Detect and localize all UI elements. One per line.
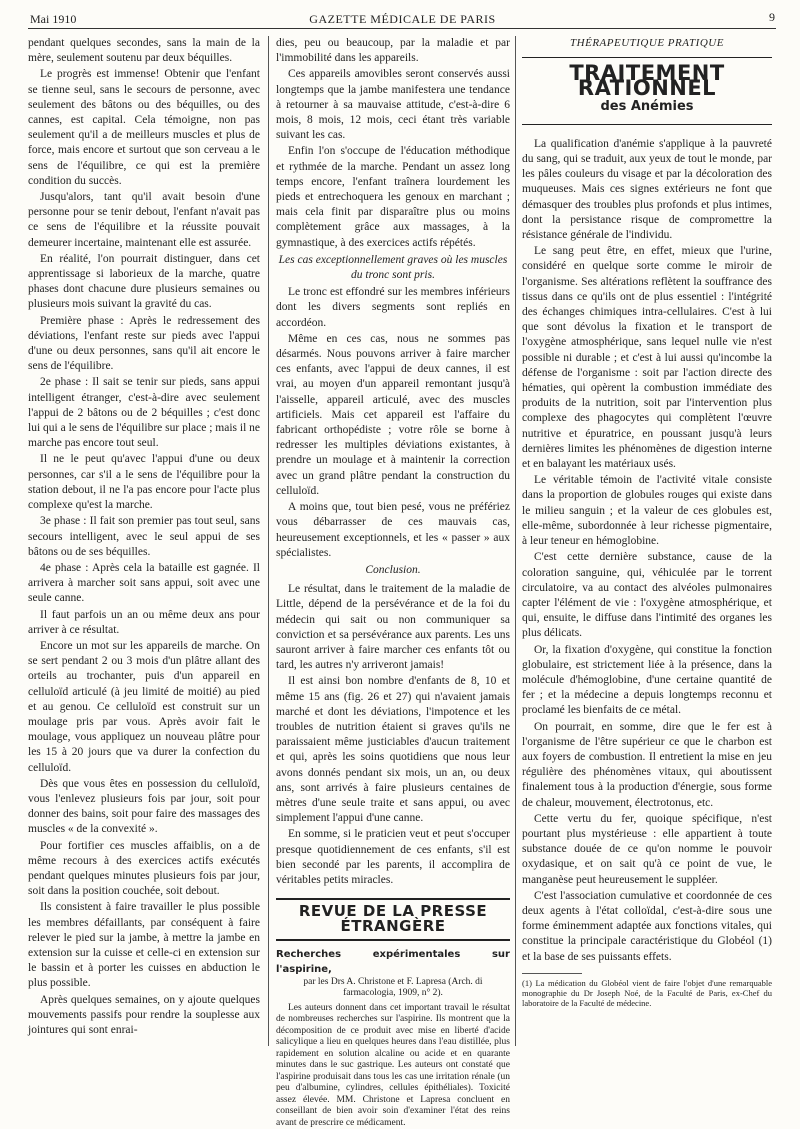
section-banner: REVUE DE LA PRESSE ÉTRANGÈRE [276,898,510,940]
footnote: (1) La médication du Globéol vient de faire l'objet d'une remarquable monographie du Dr Joseph Noé, de la Faculté de Paris, ex-Chef du laboratoire de la Faculté de médecine. [522,977,772,1008]
paragraph: Encore un mot sur les appareils de marche. On se sert pendant 2 ou 3 mois d'un plâtre allant des orteils au trochanter, puis d'un appareil en celluloïd articulé (à jeu limité de moitié) au pied et au genou. Ce celluloïd est construit sur un moulage pris par vous. Après avoir fait le moulage, vous appliquez un nouveau plâtre pour les 15 à 20 jours que va durer la confection du celluloïd. [28,639,260,774]
review-title: Recherches expérimentales sur l'aspirine, [276,948,510,975]
paragraph: C'est cette dernière substance, cause de la coloration sanguine, qui, véhiculée par le torrent circulatoire, va au contact des alvéoles pulmonaires capter l'élément de vie : l'oxygène atmosphérique, et qui, ensuite, le diffuse dans l'intimité des organes les plus délicats. [522,551,772,640]
review-authors: par les Drs A. Christone et F. Lapresa (Arch. di farmacologia, 1909, n° 2). [303,976,483,999]
paragraph: dies, peu ou beaucoup, par la maladie et par l'immobilité dans les appareils. [276,37,510,65]
paragraph: Enfin l'on s'occupe de l'éducation méthodique et rythmée de la marche. Pendant un assez long temps encore, l'enfant traînera lourdement les pieds et entrechoquera les genoux en marchant ; mais cela finit par disparaître plus ou moins complètement grâce aux massages, à la gymnastique, à des exercices actifs répétés. [276,145,510,249]
paragraph: En réalité, l'on pourrait distinguer, dans cet apprentissage si laborieux de la marche, quatre phases dont chacune dure plusieurs semaines ou plusieurs mois suivant la gravité du cas. [28,252,260,311]
column-divider-2 [515,36,516,1046]
paragraph: En somme, si le praticien veut et peut s'occuper presque quotidiennement de ces enfants, s'il est bien secondé par les parents, il accomplira de véritables petits miracles. [276,828,510,886]
paragraph: Il ne le peut qu'avec l'appui d'une ou deux personnes, car s'il a le sens de l'équilibre pour la station debout, il ne l'a pas encore pour l'acte plus complexe qu'est la marche. [28,453,260,512]
paragraph: Première phase : Après le redressement des déviations, l'enfant reste sur pieds avec l'appui d'une ou deux personnes, sans qu'il ait encore le sens de l'équilibre. [28,314,260,373]
paragraph: Ces appareils amovibles seront conservés aussi longtemps que la jambe manifestera une tendance à retourner à sa mauvaise attitude, c'est-à-dire 6 mois, 8 mois, 12 mois, ceci étant très variable suivant les cas. [276,68,510,142]
paragraph: A moins que, tout bien pesé, vous ne préfériez vous débarrasser de ces mauvais cas, heureusement exceptionnels, et les « passer » aux spécialistes. [276,501,510,559]
footnote-rule [522,973,582,974]
section-subtitle: Les cas exceptionnellement graves où les muscles du tronc sont pris. [278,253,508,282]
page-number: 9 [769,10,775,24]
review-body: Les auteurs donnent dans cet important travail le résultat de nombreuses recherches sur l'aspirine. Ils montrent que la décomposition de ce produit avec mise en liberté d'acide salicylique a lieu en quelques heures dans l'eau distillée, plus rapidement en solution alcaline ou acide et en quarante minutes dans le suc gastrique. Les auteurs ont constaté que l'aspirine produisait dans tous les cas une irritation rénale (un peu d'albumine, cylindres, cellules épithéliales). Toxicité assez élevée. MM. Christone et Lapresa concluent en conseillant de bien avoir soin d'examiner l'état des reins avant de prescrire ce médicament. [276,1002,510,1128]
column-divider-1 [268,36,269,1046]
article-subtitle: des Anémies [600,98,694,114]
paragraph: Le véritable témoin de l'activité vitale consiste dans la proportion de globules rouges qui existe dans le milieu sanguin ; et la valeur de ces globules est, elle-même, subordonnée à leur richesse pigmentaire, à leur teneur en hémoglobine. [522,474,772,548]
paragraph: Il faut parfois un an ou même deux ans pour arriver à ce résultat. [28,608,260,636]
paragraph: Le tronc est effondré sur les membres inférieurs dont les divers segments sont repliés en accordéon. [276,286,510,329]
paragraph: Le résultat, dans le traitement de la maladie de Little, dépend de la persévérance et de la foi du médecin qui sait ou non communiquer sa conviction et sa persévérance aux parents. Les uns sauront arriver à faire marcher ces enfants tôt ou tard, les autres n'y arriveront jamais! [276,583,510,672]
paragraph: pendant quelques secondes, sans la main de la mère, seulement soutenu par deux béquilles. [28,37,260,65]
journal-title: GAZETTE MÉDICALE DE PARIS [309,12,496,26]
paragraph: Ils consistent à faire travailler le plus possible les membres défaillants, par conséquent à faire relever le pied sur la jambe, à mettre la jambe en extension sur la cuisse et celle-ci en extension sur le bassin et à porter les cuisses en abduction le plus possible. [28,901,260,990]
paragraph: On pourrait, en somme, dire que le fer est à l'organisme de l'être supérieur ce que le charbon est aux foyers de combustion. Il entretient la mise en jeu régulière des phénomènes vitaux, qui aboutissent finalement tous à la production d'énergie, sous forme de chaleur, mouvement, électrotonus, etc. [522,720,772,809]
paragraph: Or, la fixation d'oxygène, qui constitue la fonction globulaire, est strictement liée à la présence, dans la molécule d'hémoglobine, d'une certaine quantité de fer ; et la médecine a depuis longtemps reconnu et proclamé les bienfaits de ce métal. [522,643,772,717]
paragraph: Jusqu'alors, tant qu'il avait besoin d'une personne pour se tenir debout, l'enfant n'avait pas ce sens de l'équilibre et la réussite pouvait demeurer incertaine, maintenant elle est assurée. [28,191,260,249]
page-header [30,8,775,28]
paragraph: Dès que vous êtes en possession du celluloïd, vous l'enlevez plusieurs fois par jour, soit pour donner des bains, soit pour faire des massages des muscles « de la convexité ». [28,777,260,836]
paragraph: Il est ainsi bon nombre d'enfants de 8, 10 et même 15 ans (fig. 26 et 27) qui n'avaient jamais marché et dont les déviations, l'impotence et les troubles de nutrition étaient si graves qu'ils ne paraissaient même justiciables d'aucun traitement et qui, après les soins quotidiens que nous leur avons donnés pendant six mois, un an, ou deux ans, sont arrivés à faire plusieurs centaines de mètres d'une seule traite et sans appui, ou avec simplement l'appui d'une canne. [276,675,510,825]
conclusion-heading: Conclusion. [365,563,421,576]
paragraph: Cette vertu du fer, quoique spécifique, n'est pourtant plus mystérieuse : elle appartient à toute substance douée de ce qu'on nomme le pouvoir oxydasique, et on sait qu'à ce point de vue, le manganèse peut heureusement le suppléer. [522,812,772,886]
paragraph: Le progrès est immense! Obtenir que l'enfant se tienne seul, sans le secours de personne, avec seulement des bâtons ou des béquilles, ou des cannes, est capital. Cela témoigne, non pas seulement qu'il a de meilleurs muscles et plus de force, mais encore et surtout que son cerveau a le sens de l'équilibre, ce qui est la première condition du succès. [28,68,260,187]
column-1 [28,36,260,1048]
paragraph: Le sang peut être, en effet, mieux que l'urine, considéré en quelque sorte comme le miroir de l'organisme. Ses altérations reflètent la souffrance des tissus dans ce qu'ils ont de plus essentiel : l'intégrité des échanges chimiques intra-cellulaires. C'est à lui que sont dévolus la fixation et le transport de l'oxygène atmosphérique, sans lequel nulle vie n'est possible ni durable ; et c'est à lui aussi qu'incombe la défense de l'organisme : soit par l'action directe des hématies, qui opèrent la combustion immédiate des produits de la nutrition, soit par l'intervention plus complexe des phagocytes qui complètent l'œuvre nutritive et épuratrice, en poussant jusqu'à leurs dernières limites les phénomènes de digestion interne et en balayant les matériaux usés. [522,245,772,471]
article-title-block [522,57,772,125]
column-2 [276,36,510,1128]
header-rule [28,28,776,29]
paragraph: Même en ces cas, nous ne sommes pas désarmés. Nous pouvons arriver à faire marcher ces enfants, avec l'appui de deux cannes, il est vrai, au moyen d'un appareil remontant jusqu'à l'aisselle, appareil articulé, avec des muscles artificiels. Mais cet appareil est l'affaire du fabricant orthopédiste ; votre rôle se borne à redresser les multiples déviations existantes, à prendre un moulage et à maintenir la correction avec un grand plâtre pendant la construction du celluloïd. [276,332,510,497]
issue-date: Mai 1910 [30,12,77,26]
paragraph: La qualification d'anémie s'applique à la pauvreté du sang, qui se traduit, aux yeux de tout le monde, par les pâles couleurs du visage et par la décoloration des muqueuses. Mais ces signes extérieurs ne font que démasquer des troubles plus profonds et plus intimes, dont la persistance risque de compromettre la résistance générale de l'individu. [522,137,772,242]
paragraph: Après quelques semaines, on y ajoute quelques mouvements passifs pour rendre la souplesse aux jointures qui sont enrai- [28,993,260,1036]
paragraph: 3e phase : Il fait son premier pas tout seul, sans secours intelligent, avec le seul appui de ses bâtons ou de ses béquilles. [28,515,260,558]
paragraph: 4e phase : Après cela la bataille est gagnée. Il arrivera à marcher soit sans appui, soit avec une seule canne. [28,561,260,605]
paragraph: C'est l'association cumulative et coordonnée de ces deux agents à l'état colloïdal, c'est-à-dire sous une forme éminemment adaptée aux fonctions vitales, qui constitue la principale caractéristique du Globéol (1) et la base de ses puissants effets. [522,889,772,963]
article-title: TRAITEMENT RATIONNEL [569,61,725,101]
paragraph: Pour fortifier ces muscles affaiblis, on a de même recours à des exercices actifs exécutés pendant quelques minutes plusieurs fois par jour, soit dans la position couchée, soit debout. [28,839,260,898]
section-kicker: THÉRAPEUTIQUE PRATIQUE [570,37,724,49]
paragraph: 2e phase : Il sait se tenir sur pieds, sans appui intelligent étranger, c'est-à-dire avec seulement l'appui de 2 bâtons ou de 2 béquilles ; c'est donc lui qui a le sens de l'équilibre sur place ; mais il ne marche pas encore tout seul. [28,376,261,450]
column-3 [522,36,772,1048]
